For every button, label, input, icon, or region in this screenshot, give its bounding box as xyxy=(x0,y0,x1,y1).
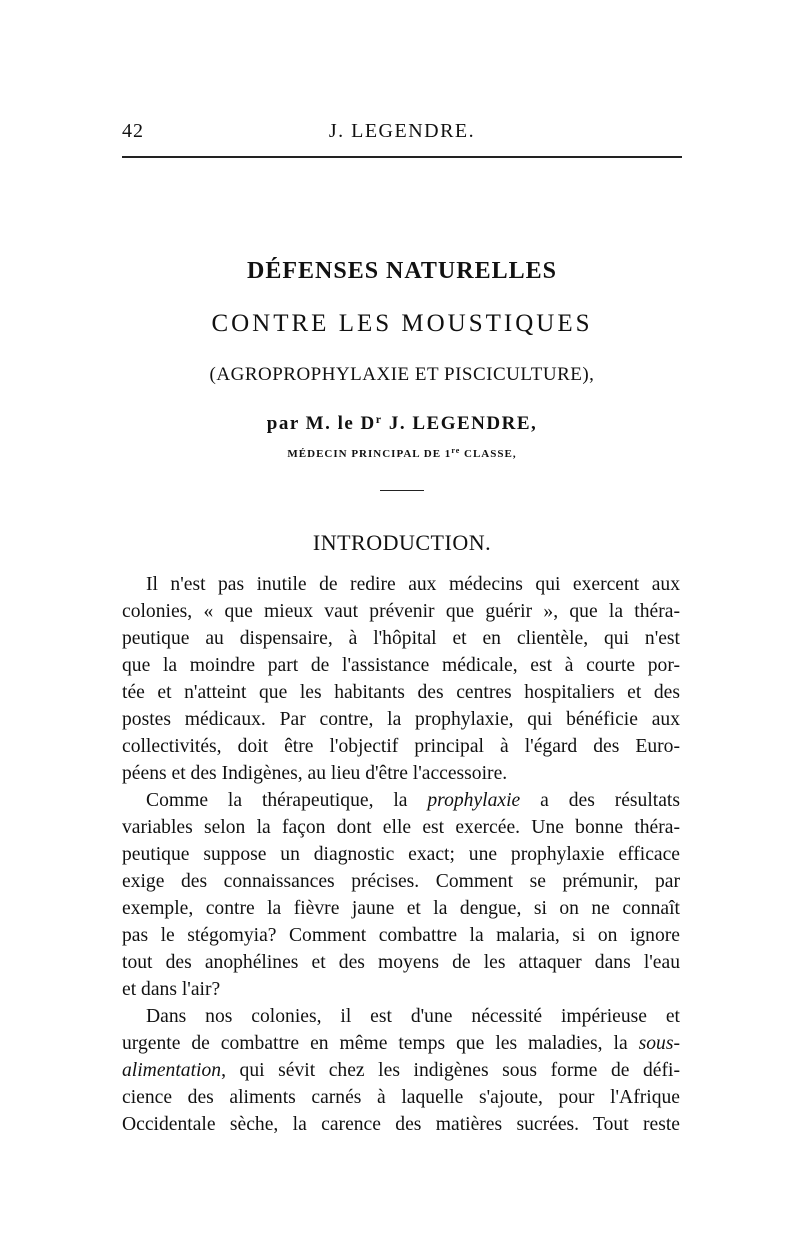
header-rule xyxy=(122,156,682,158)
text-line: collectivités, doit être l'objectif principal à l'égard des Euro- xyxy=(122,736,680,757)
byline-author: J. LEGENDRE, xyxy=(382,413,538,434)
running-title: J. LEGENDRE. xyxy=(328,120,476,142)
body-text xyxy=(122,571,680,1138)
running-head xyxy=(122,120,682,144)
separator-rule xyxy=(380,490,424,491)
affiliation-suffix: CLASSE, xyxy=(460,448,517,460)
affiliation-superscript: re xyxy=(451,446,461,455)
text-line: péens et des Indigènes, au lieu d'être l'accessoire. xyxy=(122,763,508,784)
author-affiliation xyxy=(122,446,682,460)
text-line: et dans l'air? xyxy=(122,979,221,1000)
text-line: colonies, « que mieux vaut prévenir que guérir », que la théra- xyxy=(122,601,680,622)
text-line: Occidentale sèche, la carence des matières sucrées. Tout reste xyxy=(122,1114,680,1135)
page-number: 42 xyxy=(122,120,144,142)
article-title-line-1: DÉFENSES NATURELLES xyxy=(247,258,557,284)
byline-superscript: r xyxy=(375,412,383,426)
text-line: tée et n'atteint que les habitants des centres hospitaliers et des xyxy=(122,682,680,703)
text-line xyxy=(122,1057,680,1084)
text-line: postes médicaux. Par contre, la prophylaxie, qui bénéficie aux xyxy=(122,709,680,730)
emphasis-text: prophylaxie xyxy=(427,790,521,811)
text-line xyxy=(122,1030,680,1057)
text-line: variables selon la façon dont elle est exercée. Une bonne théra- xyxy=(122,817,680,838)
text-run: a des résultats xyxy=(520,790,680,811)
author-byline xyxy=(122,412,682,435)
text-line: Dans nos colonies, il est d'une nécessité impérieuse et xyxy=(146,1006,680,1027)
text-run: Comme la thérapeutique, la xyxy=(146,790,428,811)
text-line: Il n'est pas inutile de redire aux médecins qui exercent aux xyxy=(146,574,680,595)
affiliation-prefix: MÉDECIN PRINCIPAL DE 1 xyxy=(287,448,452,460)
article-subtitle: (AGROPROPHYLAXIE ET PISCICULTURE), xyxy=(209,364,595,385)
text-line: tout des anophélines et des moyens de les attaquer dans l'eau xyxy=(122,952,680,973)
text-line: pas le stégomyia? Comment combattre la malaria, si on ignore xyxy=(122,925,680,946)
text-line: cience des aliments carnés à laquelle s'ajoute, pour l'Afrique xyxy=(122,1087,680,1108)
byline-prefix: par M. le D xyxy=(266,413,376,434)
text-run: urgente de combattre en même temps que les maladies, la xyxy=(122,1033,639,1054)
emphasis-text: alimentation xyxy=(122,1060,222,1081)
text-line: exige des connaissances précises. Comment se prémunir, par xyxy=(122,871,680,892)
text-line: peutique au dispensaire, à l'hôpital et en clientèle, qui n'est xyxy=(122,628,680,649)
text-line xyxy=(122,787,680,814)
text-line: que la moindre part de l'assistance médicale, est à courte por- xyxy=(122,655,680,676)
text-line: exemple, contre la fièvre jaune et la dengue, si on ne connaît xyxy=(122,898,680,919)
text-run: , qui sévit chez les indigènes sous forme de défi- xyxy=(221,1060,680,1081)
section-heading: INTRODUCTION. xyxy=(312,530,492,555)
emphasis-text: sous- xyxy=(638,1033,680,1054)
text-line: peutique suppose un diagnostic exact; une prophylaxie efficace xyxy=(122,844,680,865)
article-title-line-2: CONTRE LES MOUSTIQUES xyxy=(211,310,593,337)
